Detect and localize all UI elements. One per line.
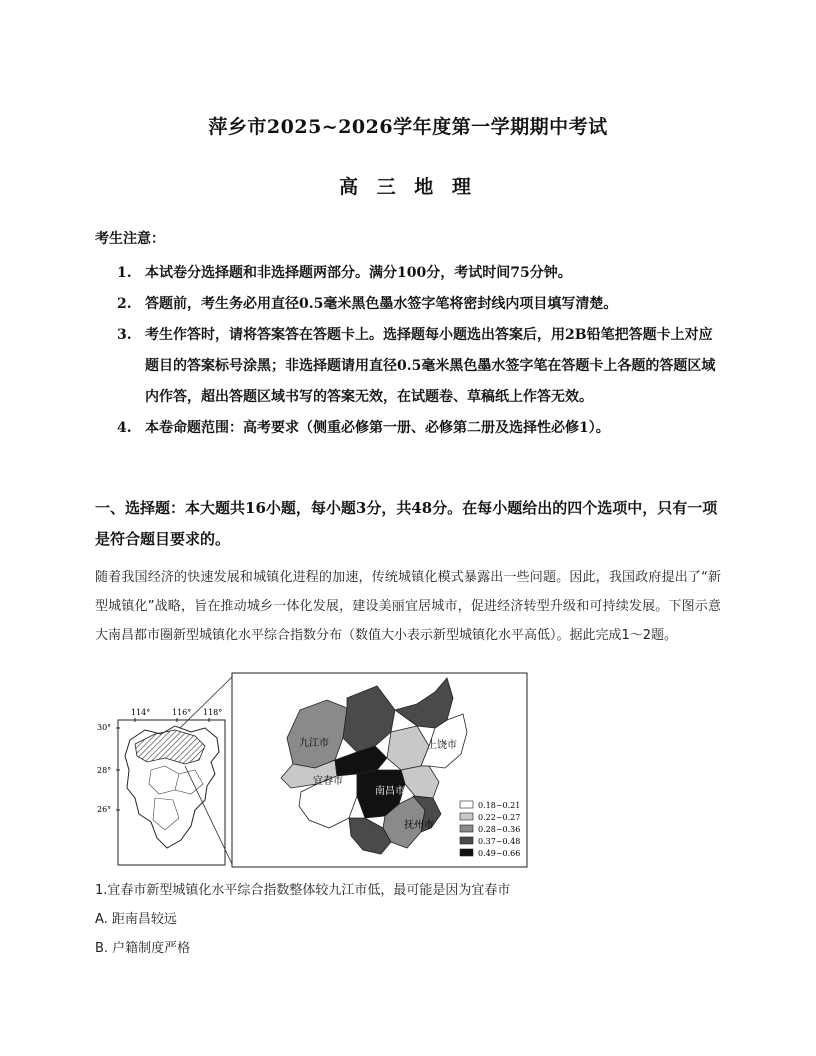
notice-item	[117, 320, 717, 413]
inset-lat-label: 30°	[97, 723, 112, 732]
notice-item-number: 3.	[117, 327, 132, 343]
reading-passage: 随着我国经济的快速发展和城镇化进程的加速，传统城镇化模式暴露出一些问题。因此，我国政府提出了“新型城镇化”战略，旨在推动城乡一体化发展，建设美丽宜居城市，促进经济转型升级和可持续发展。下图示意大南昌都市圈新型城镇化水平综合指数分布（数值大小表示新型城镇化水平高低）。据此完成1～2题。	[95, 570, 721, 643]
inset-lon-label: 116°	[172, 708, 192, 717]
urbanization-map-figure	[95, 670, 535, 870]
map-city-label: 抚州市	[404, 820, 434, 831]
notice-item-number: 4.	[117, 420, 132, 436]
legend-label: 0.22~0.27	[478, 813, 521, 822]
inset-lon-label: 114°	[131, 708, 151, 717]
map-svg	[95, 670, 535, 870]
legend-label: 0.18~0.21	[478, 801, 521, 810]
legend-swatch	[460, 813, 473, 820]
map-city-label: 九江市	[299, 738, 329, 749]
section-heading: 一、选择题：本大题共16小题，每小题3分，共48分。在每小题给出的四个选项中，只有一项是符合题目要求的。	[95, 499, 718, 548]
inset-lat-label: 26°	[97, 805, 112, 814]
notice-item-number: 2.	[117, 296, 132, 312]
notice-list	[117, 258, 717, 444]
question-1	[95, 876, 715, 963]
option-a: A. 距南昌较远	[95, 912, 177, 927]
exam-subject: 高 三 地 理	[339, 176, 477, 198]
notice-heading: 考生注意：	[95, 231, 165, 247]
notice-item-number: 1.	[117, 265, 132, 281]
exam-title: 萍乡市2025~2026学年度第一学期期中考试	[208, 116, 608, 138]
inset-lon-label: 118°	[203, 708, 223, 717]
map-city-label: 上饶市	[427, 740, 457, 751]
map-city-label: 南昌市	[375, 786, 405, 797]
notice-item	[117, 289, 717, 320]
map-city-label: 宜春市	[313, 776, 343, 787]
notice-item-text: 本试卷分选择题和非选择题两部分。满分100分，考试时间75分钟。	[145, 265, 572, 281]
notice-item	[117, 413, 717, 444]
notice-item-text: 考生作答时，请将答案答在答题卡上。选择题每小题选出答案后，用2B铅笔把答题卡上对应题目的答案标号涂黑；非选择题请用直径0.5毫米黑色墨水签字笔在答题卡上各题的答题区域内作答，超出答题区域书写的答案无效，在试题卷、草稿纸上作答无效。	[145, 327, 716, 405]
inset-lat-label: 28°	[97, 766, 112, 775]
legend-label: 0.49~0.66	[478, 849, 521, 858]
notice-item-text: 答题前，考生务必用直径0.5毫米黑色墨水签字笔将密封线内项目填写清楚。	[145, 296, 618, 312]
legend-swatch	[460, 825, 473, 832]
legend-swatch	[460, 801, 473, 808]
notice-item	[117, 258, 717, 289]
legend-label: 0.37~0.48	[478, 837, 521, 846]
notice-item-text: 本卷命题范围：高考要求（侧重必修第一册、必修第二册及选择性必修1）。	[145, 420, 610, 436]
legend-swatch	[460, 837, 473, 844]
legend-label: 0.28~0.36	[478, 825, 521, 834]
legend-swatch	[460, 849, 473, 856]
option-b: B. 户籍制度严格	[95, 941, 191, 956]
question-stem: 1.宜春市新型城镇化水平综合指数整体较九江市低，最可能是因为宜春市	[95, 883, 511, 898]
